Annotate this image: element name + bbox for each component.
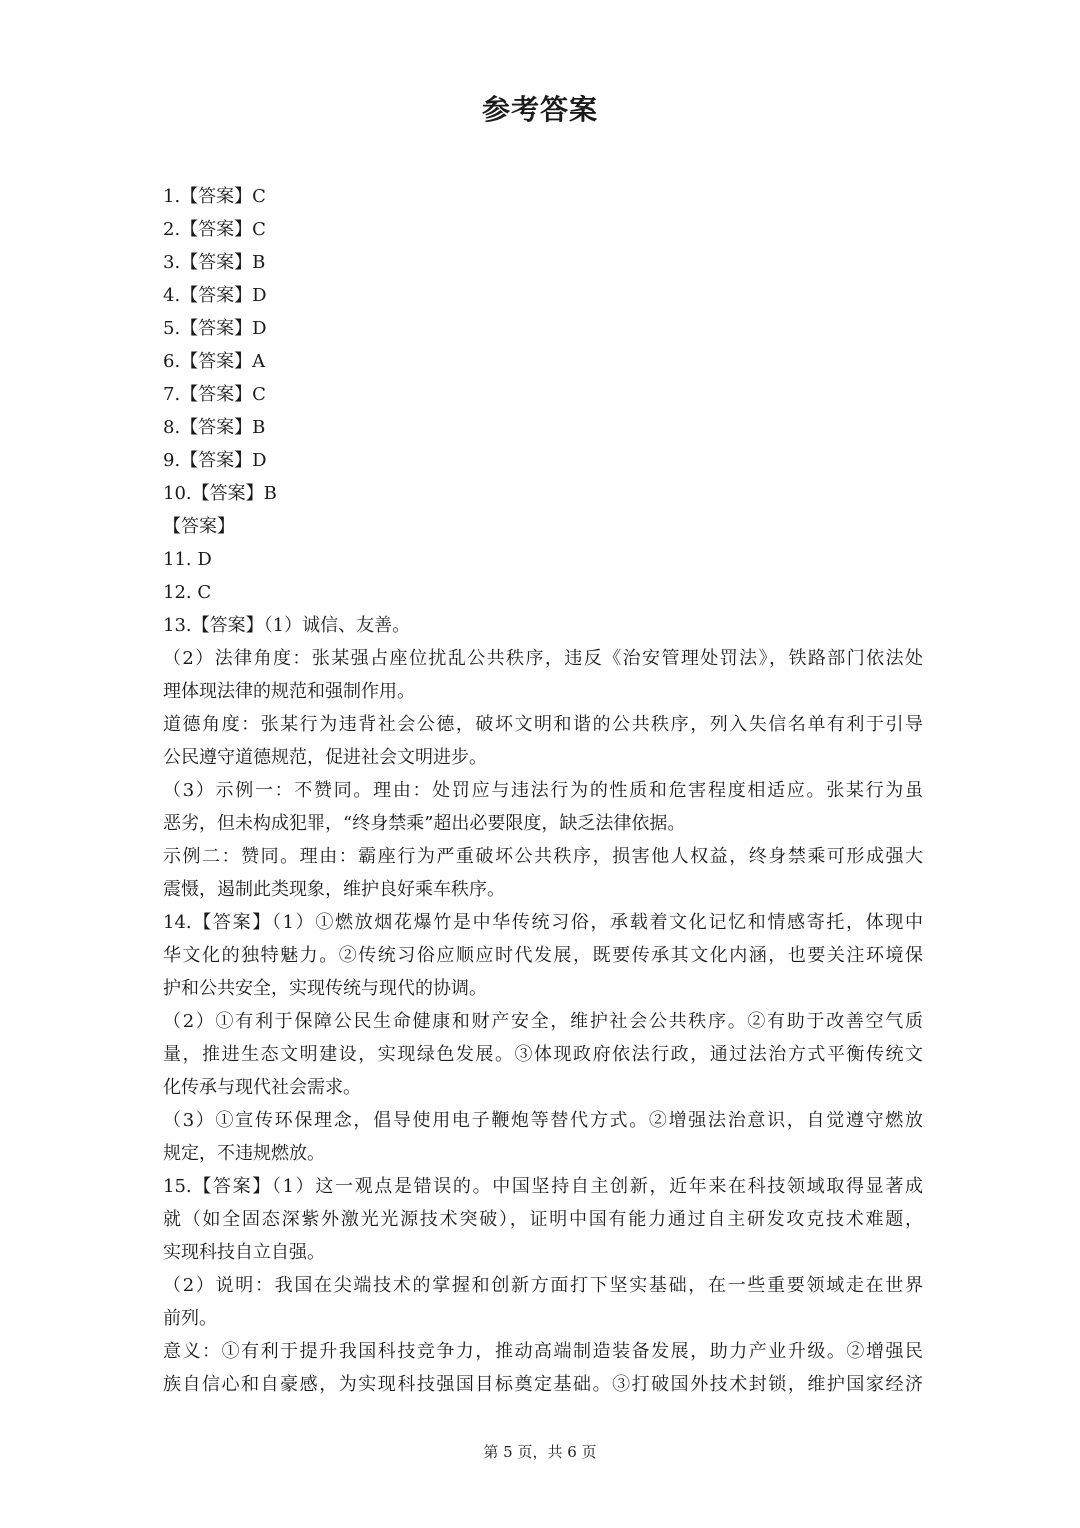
text-line: 9.【答案】D <box>163 450 267 471</box>
text-line: 10.【答案】B <box>163 483 277 504</box>
text-line: 3.【答案】B <box>163 252 266 273</box>
text-line: 11. D <box>163 549 212 570</box>
text-line: 道德角度：张某行为违背社会公德，破坏文明和谐的公共秩序，列入失信名单有利于引导 <box>163 714 923 735</box>
text-line: 13.【答案】（1）诚信、友善。 <box>163 615 411 636</box>
text-line: 7.【答案】C <box>163 384 266 405</box>
text-line: 前列。 <box>163 1308 217 1329</box>
text-line: （2）法律角度：张某强占座位扰乱公共秩序，违反《治安管理处罚法》，铁路部门依法处 <box>163 648 923 669</box>
text-line: 量，推进生态文明建设，实现绿色发展。③体现政府依法行政，通过法治方式平衡传统文 <box>163 1044 923 1065</box>
text-line: 15.【答案】（1）这一观点是错误的。中国坚持自主创新，近年来在科技领域取得显著成 <box>163 1176 923 1197</box>
text-line: 12. C <box>163 582 212 603</box>
text-line: （3）示例一：不赞同。理由：处罚应与违法行为的性质和危害程度相适应。张某行为虽 <box>163 780 923 801</box>
text-line: 就（如全固态深紫外激光光源技术突破），证明中国有能力通过自主研发攻克技术难题， <box>163 1209 923 1230</box>
page-title: 参考答案 <box>481 93 598 126</box>
text-line: 公民遵守道德规范，促进社会文明进步。 <box>163 747 487 768</box>
answer-content <box>163 180 923 1401</box>
text-line: 化传承与现代社会需求。 <box>163 1077 361 1098</box>
text-line: 震慑，遏制此类现象，维护良好乘车秩序。 <box>163 879 505 900</box>
text-line: 1.【答案】C <box>163 186 266 207</box>
text-line: 华文化的独特魅力。②传统习俗应顺应时代发展，既要传承其文化内涵，也要关注环境保 <box>163 945 923 966</box>
text-line: （2）①有利于保障公民生命健康和财产安全，维护社会公共秩序。②有助于改善空气质 <box>163 1011 923 1032</box>
text-line: 意义：①有利于提升我国科技竞争力，推动高端制造装备发展，助力产业升级。②增强民 <box>163 1341 923 1362</box>
text-line: （2）说明：我国在尖端技术的掌握和创新方面打下坚实基础，在一些重要领域走在世界 <box>163 1275 923 1296</box>
text-line: 2.【答案】C <box>163 219 266 240</box>
text-line: 实现科技自立自强。 <box>163 1242 325 1263</box>
text-line: 族自信心和自豪感，为实现科技强国目标奠定基础。③打破国外技术封锁，维护国家经济 <box>163 1374 923 1395</box>
text-line: 4.【答案】D <box>163 285 267 306</box>
page-footer: 第 5 页，共 6 页 <box>483 1443 597 1461</box>
text-line: 理体现法律的规范和强制作用。 <box>163 681 415 702</box>
text-line: 【答案】 <box>163 516 235 537</box>
text-line: 示例二：赞同。理由：霸座行为严重破坏公共秩序，损害他人权益，终身禁乘可形成强大 <box>163 846 923 867</box>
text-line: （3）①宣传环保理念，倡导使用电子鞭炮等替代方式。②增强法治意识，自觉遵守燃放 <box>163 1110 923 1131</box>
text-line: 8.【答案】B <box>163 417 266 438</box>
text-line: 护和公共安全，实现传统与现代的协调。 <box>163 978 487 999</box>
text-line: 5.【答案】D <box>163 318 267 339</box>
text-line: 14.【答案】（1）①燃放烟花爆竹是中华传统习俗，承载着文化记忆和情感寄托，体现中 <box>163 912 923 933</box>
text-line: 6.【答案】A <box>163 351 266 372</box>
text-line: 规定，不违规燃放。 <box>163 1143 325 1164</box>
text-line: 恶劣，但未构成犯罪，“终身禁乘”超出必要限度，缺乏法律依据。 <box>163 813 686 834</box>
